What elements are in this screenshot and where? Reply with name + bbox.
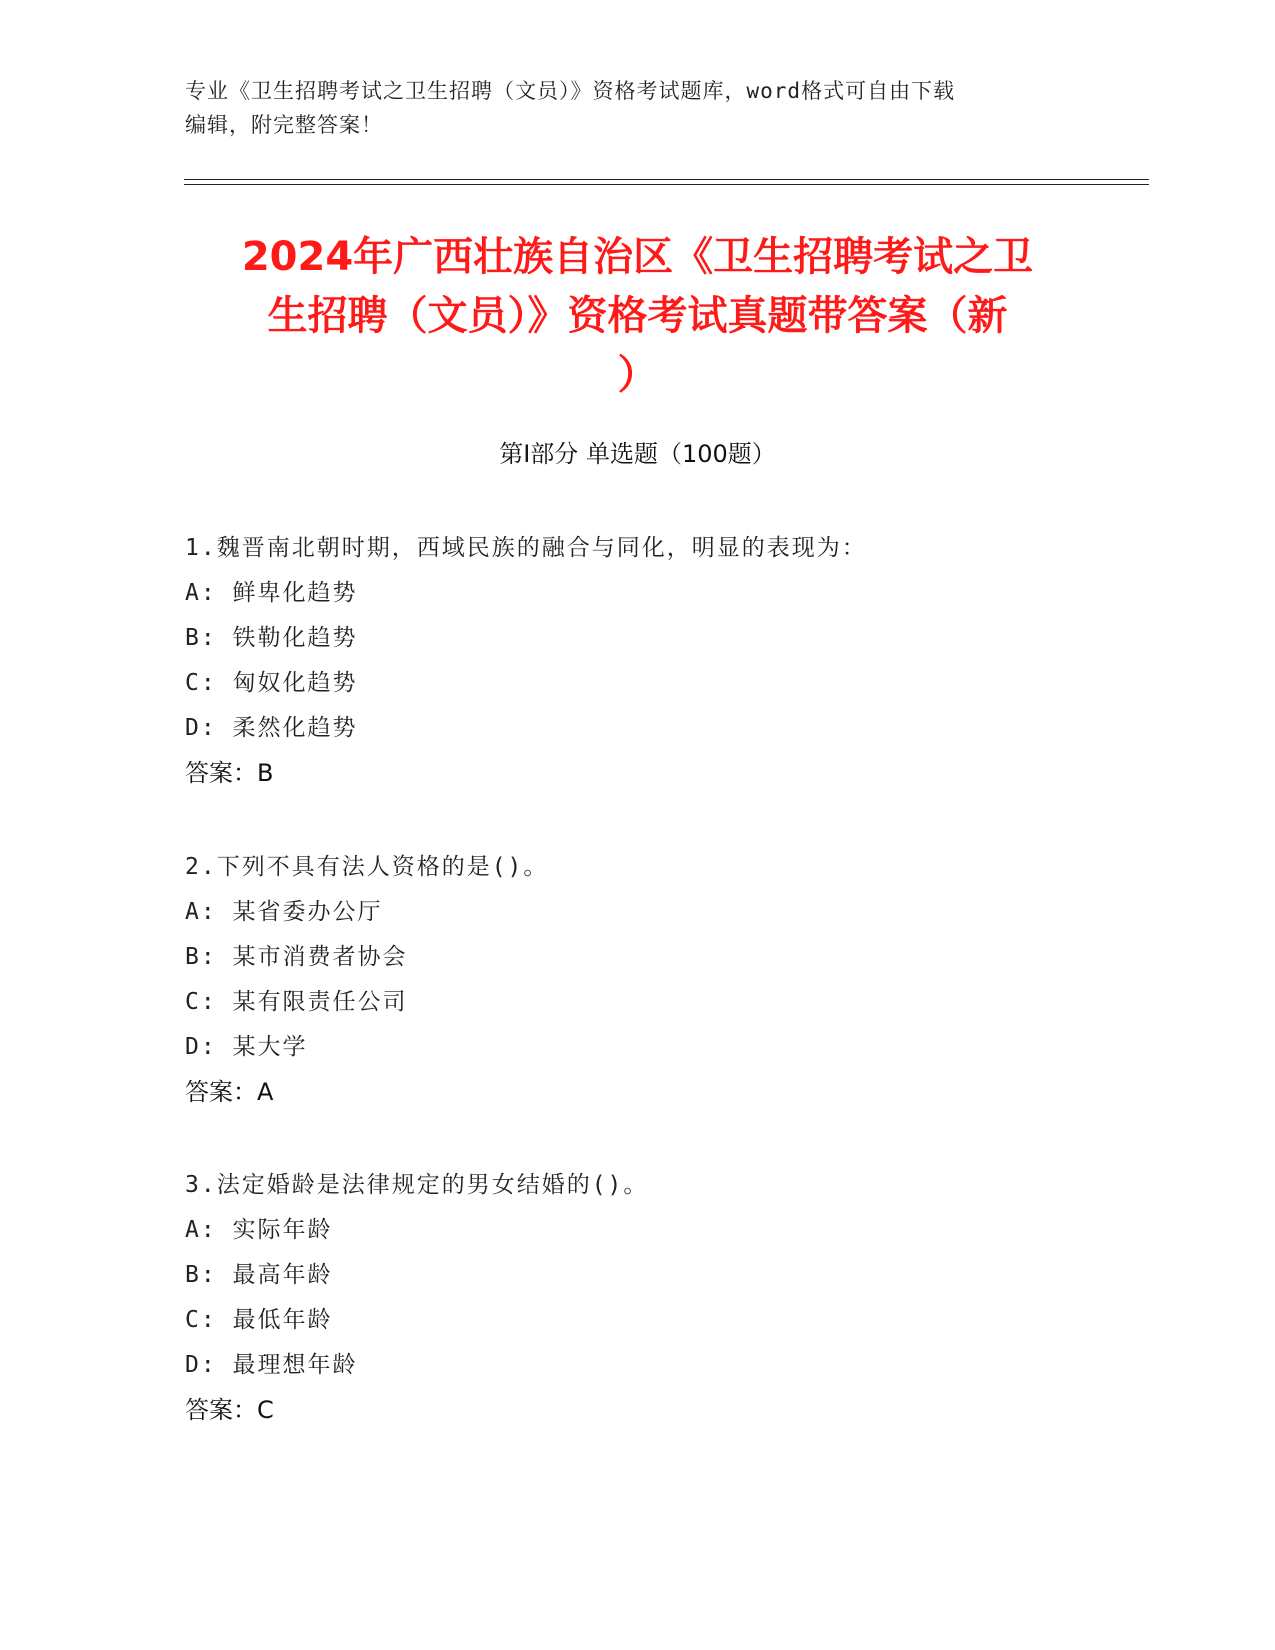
question-stem: 3.法定婚龄是法律规定的男女结婚的()。 — [185, 1172, 649, 1198]
question-3 — [185, 1163, 1085, 1433]
header-divider-bottom — [184, 184, 1149, 185]
question-stem: 1.魏晋南北朝时期，西域民族的融合与同化，明显的表现为： — [185, 535, 867, 561]
section-heading: 第Ⅰ部分 单选题（100题） — [499, 440, 776, 468]
option-a: A: 实际年龄 — [185, 1217, 333, 1243]
question-1 — [185, 526, 1085, 796]
header-note-line-2: 编辑，附完整答案！ — [185, 113, 383, 137]
header-divider-top — [184, 179, 1149, 180]
option-a: A: 鲜卑化趋势 — [185, 580, 358, 606]
header-note — [185, 74, 1085, 142]
answer: 答案：C — [185, 1396, 274, 1424]
option-c: C: 匈奴化趋势 — [185, 670, 358, 696]
answer: 答案：A — [185, 1078, 274, 1106]
document-title-line-1: 2024年广西壮族自治区《卫生招聘考试之卫 — [241, 234, 1034, 280]
option-a: A: 某省委办公厅 — [185, 899, 383, 925]
option-d: D: 最理想年龄 — [185, 1352, 358, 1378]
option-b: B: 最高年龄 — [185, 1262, 333, 1288]
question-stem: 2.下列不具有法人资格的是()。 — [185, 854, 549, 880]
option-b: B: 某市消费者协会 — [185, 944, 408, 970]
answer: 答案：B — [185, 759, 274, 787]
document-title — [180, 228, 1095, 405]
option-c: C: 最低年龄 — [185, 1307, 333, 1333]
option-c: C: 某有限责任公司 — [185, 989, 408, 1015]
option-d: D: 某大学 — [185, 1034, 308, 1060]
option-d: D: 柔然化趋势 — [185, 715, 358, 741]
document-title-line-3: ） — [617, 352, 658, 398]
document-title-line-2: 生招聘（文员）》资格考试真题带答案（新 — [267, 293, 1008, 339]
question-2 — [185, 845, 1085, 1115]
header-note-line-1: 专业《卫生招聘考试之卫生招聘（文员）》资格考试题库，word格式可自由下载 — [185, 79, 956, 103]
option-b: B: 铁勒化趋势 — [185, 625, 358, 651]
